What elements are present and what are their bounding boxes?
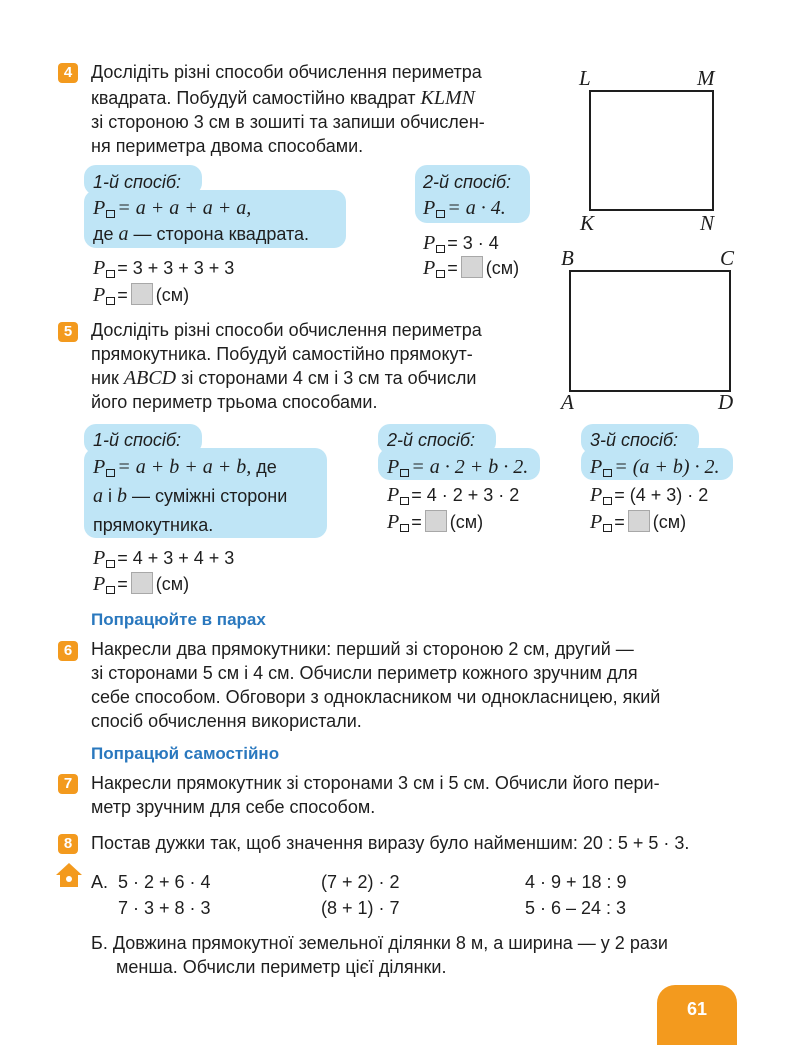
task5-line-1: Дослідіть різні способи обчислення периметра <box>91 320 482 340</box>
task4-method1-desc: де a — сторона квадрата. <box>93 223 310 245</box>
answer-box[interactable] <box>131 283 153 305</box>
hw-expression: 4 · 9 + 18 : 9 <box>525 872 627 892</box>
task5-method2-result: P = (см) <box>387 511 484 533</box>
task5-method3-calc: P = (4 + 3) · 2 <box>590 484 709 506</box>
task-number-5: 5 <box>58 322 78 342</box>
home-icon <box>55 861 83 889</box>
task4-result2: P = (см) <box>423 257 520 279</box>
task5-line-4: його периметр трьома способами. <box>91 392 378 412</box>
square-klmn <box>589 90 714 211</box>
task5-method2-formula: P = a · 2 + b · 2. <box>387 456 529 478</box>
task5-calc1: P = 4 + 3 + 4 + 3 <box>93 547 235 569</box>
homework-a-label: А. <box>91 872 109 892</box>
task5-method3-result: P = (см) <box>590 511 687 533</box>
rect-name: ABCD <box>123 367 177 389</box>
task6-line-1: Накресли два прямокутники: перший зі стороною 2 см, другий — <box>91 639 634 659</box>
task7-line-1: Накресли прямокутник зі сторонами 3 см і 5 см. Обчисли його пери- <box>91 773 660 793</box>
task-number-7: 7 <box>58 774 78 794</box>
task4-method1-formula: P = a + a + a + a, <box>93 197 252 219</box>
task6-line-3: себе способом. Обговори з однокласником чи однокласницею, який <box>91 687 661 707</box>
task4-line-1: Дослідіть різні способи обчислення периметра <box>91 62 482 82</box>
vertex-l-label: L <box>579 66 591 90</box>
task4-method2-formula: P = a · 4. <box>423 197 506 219</box>
vertex-k-label: K <box>580 211 595 235</box>
vertex-m-label: M <box>697 66 715 90</box>
task5-method1-title: 1-й спосіб: <box>93 430 182 450</box>
task4-calc2: P = 3 · 4 <box>423 232 499 254</box>
vertex-c-label: C <box>720 246 735 270</box>
answer-box[interactable] <box>131 572 153 594</box>
answer-box[interactable] <box>628 510 650 532</box>
hw-expression: (7 + 2) · 2 <box>321 872 400 892</box>
task5-method2-calc: P = 4 · 2 + 3 · 2 <box>387 484 520 506</box>
vertex-n-label: N <box>700 211 715 235</box>
task5-method2-title: 2-й спосіб: <box>387 430 476 450</box>
task5-result1: P = (см) <box>93 573 190 595</box>
answer-box[interactable] <box>425 510 447 532</box>
task5-method1-formula: P = a + b + a + b, де <box>93 456 277 478</box>
task8-text: Постав дужки так, щоб значення виразу було найменшим: 20 : 5 + 5 · 3. <box>91 833 690 853</box>
task6-line-4: спосіб обчислення використали. <box>91 711 362 731</box>
task5-method3-title: 3-й спосіб: <box>590 430 679 450</box>
hw-expression: 5 · 2 + 6 · 4 <box>118 872 211 892</box>
vertex-d-label: D <box>718 390 734 414</box>
square-name: KLMN <box>420 87 476 109</box>
vertex-b-label: B <box>561 246 574 270</box>
task4-result1: P = (см) <box>93 284 190 306</box>
task-number-4: 4 <box>58 63 78 83</box>
page-number: 61 <box>657 985 737 1045</box>
task7-line-2: метр зручним для себе способом. <box>91 797 376 817</box>
task4-calc1: P = 3 + 3 + 3 + 3 <box>93 257 235 279</box>
homework-b-line-2: менша. Обчисли периметр цієї ділянки. <box>116 957 447 977</box>
vertex-a-label: A <box>561 390 574 414</box>
task5-method1-desc2: прямокутника. <box>93 515 214 535</box>
task4-line-3: зі стороною 3 см в зошиті та запиши обчислен- <box>91 112 485 132</box>
homework-b-line-1: Б. Довжина прямокутної земельної ділянки 8 м, а ширина — у 2 рази <box>91 933 668 953</box>
task-number-8: 8 <box>58 834 78 854</box>
answer-box[interactable] <box>461 256 483 278</box>
task4-line-4: ня периметра двома способами. <box>91 136 364 156</box>
task5-line-3: ник ABCD зі сторонами 4 см і 3 см та обчисли <box>91 367 477 389</box>
rectangle-abcd <box>569 270 731 392</box>
task5-method1-desc: a і b — суміжні сторони <box>93 485 288 507</box>
task4-method2-title: 2-й спосіб: <box>423 172 512 192</box>
hw-expression: 7 · 3 + 8 · 3 <box>118 898 211 918</box>
hw-expression: 5 · 6 – 24 : 3 <box>525 898 627 918</box>
task5-line-2: прямокутника. Побудуй самостійно прямокут- <box>91 344 473 364</box>
pairs-heading: Попрацюйте в парах <box>91 610 266 629</box>
self-heading: Попрацюй самостійно <box>91 744 280 763</box>
task4-line-2: квадрата. Побудуй самостійно квадрат KLMN <box>91 87 476 109</box>
task6-line-2: зі сторонами 5 см і 4 см. Обчисли периметр кожного зручним для <box>91 663 638 683</box>
hw-expression: (8 + 1) · 7 <box>321 898 400 918</box>
task5-method3-formula: P = (a + b) · 2. <box>590 456 720 478</box>
task-number-6: 6 <box>58 641 78 661</box>
task4-method1-title: 1-й спосіб: <box>93 172 182 192</box>
